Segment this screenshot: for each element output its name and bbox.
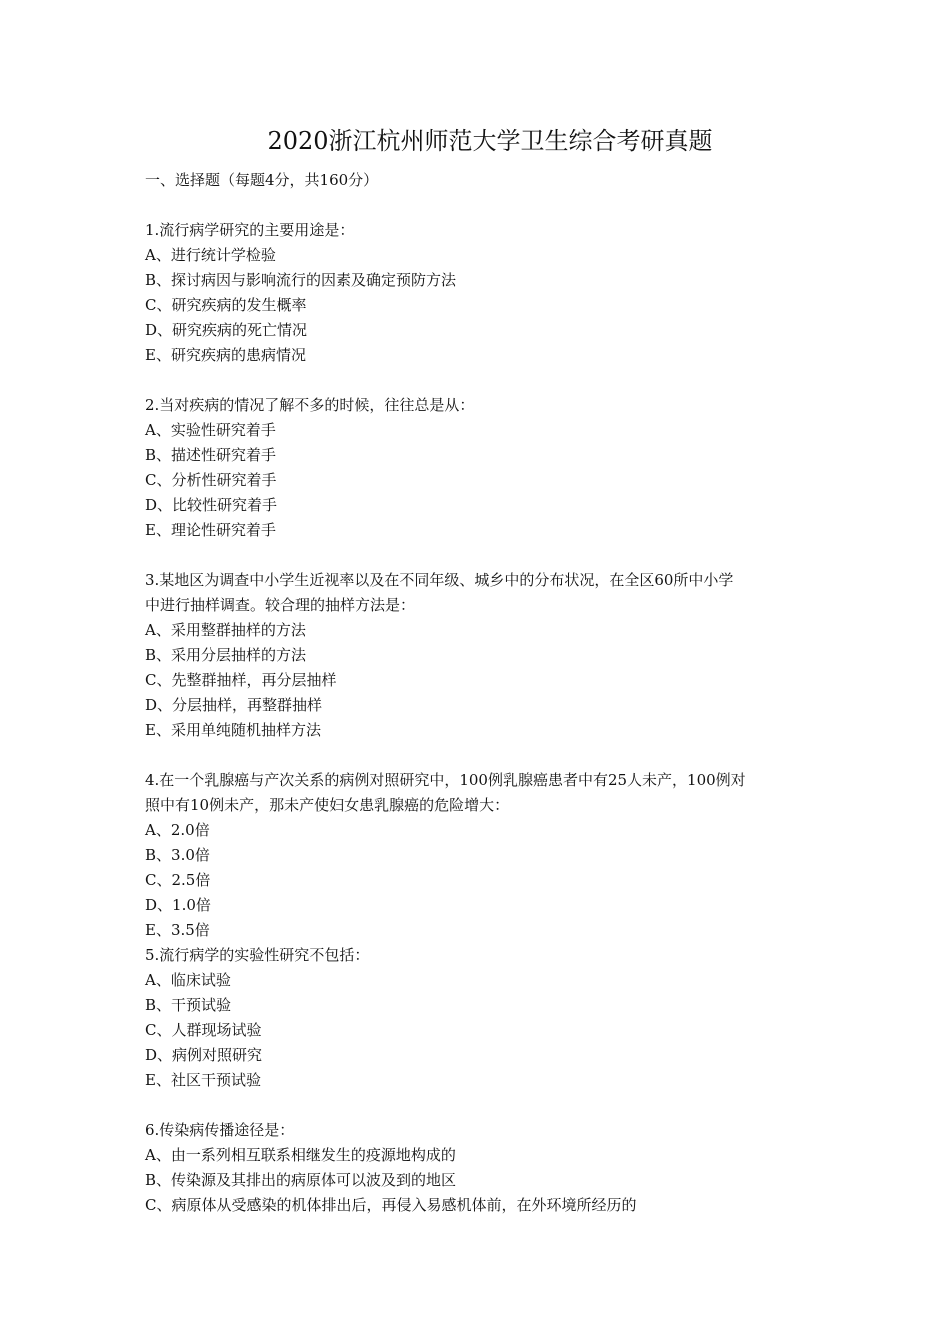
question-stem-line-2: 中进行抽样调查。较合理的抽样方法是：	[145, 596, 416, 614]
option-d: D、1.0倍	[145, 896, 211, 914]
question-2	[145, 393, 815, 543]
option-a: A、由一系列相互联系相继发生的疫源地构成的	[145, 1146, 456, 1164]
option-e: E、研究疾病的患病情况	[145, 346, 306, 364]
option-c: C、人群现场试验	[145, 1021, 262, 1039]
option-b: B、3.0倍	[145, 846, 210, 864]
option-c: C、2.5倍	[145, 871, 211, 889]
question-stem: 5.流行病学的实验性研究不包括：	[145, 946, 370, 964]
question-6	[145, 1118, 815, 1218]
option-a: A、进行统计学检验	[145, 246, 276, 264]
question-stem-line-2: 照中有10例未产，那未产使妇女患乳腺癌的危险增大：	[145, 796, 510, 814]
question-stem: 2.当对疾病的情况了解不多的时候，往往总是从：	[145, 396, 475, 414]
spacer	[145, 743, 815, 768]
option-b: B、描述性研究着手	[145, 446, 277, 464]
option-a: A、采用整群抽样的方法	[145, 621, 306, 639]
option-e: E、3.5倍	[145, 921, 210, 939]
option-c: C、病原体从受感染的机体排出后，再侵入易感机体前，在外环境所经历的	[145, 1196, 637, 1214]
spacer	[145, 368, 815, 393]
option-b: B、传染源及其排出的病原体可以波及到的地区	[145, 1171, 457, 1189]
option-e: E、理论性研究着手	[145, 521, 276, 539]
question-stem-line-1: 4.在一个乳腺癌与产次关系的病例对照研究中，100例乳腺癌患者中有25人未产，100例对	[145, 771, 746, 789]
option-e: E、社区干预试验	[145, 1071, 261, 1089]
option-b: B、采用分层抽样的方法	[145, 646, 307, 664]
option-c: C、先整群抽样，再分层抽样	[145, 671, 337, 689]
option-b: B、干预试验	[145, 996, 232, 1014]
spacer	[145, 1093, 815, 1118]
question-3	[145, 568, 815, 743]
question-stem: 6.传染病传播途径是：	[145, 1121, 295, 1139]
option-e: E、采用单纯随机抽样方法	[145, 721, 321, 739]
spacer	[145, 543, 815, 568]
document-title: 2020浙江杭州师范大学卫生综合考研真题	[267, 127, 713, 155]
option-c: C、研究疾病的发生概率	[145, 296, 307, 314]
question-1	[145, 218, 815, 368]
option-d: D、分层抽样，再整群抽样	[145, 696, 323, 714]
option-d: D、研究疾病的死亡情况	[145, 321, 308, 339]
option-a: A、2.0倍	[145, 821, 210, 839]
section-title: 一、选择题（每题4分，共160分）	[145, 171, 379, 189]
option-a: A、临床试验	[145, 971, 231, 989]
question-5	[145, 943, 815, 1093]
option-c: C、分析性研究着手	[145, 471, 277, 489]
option-d: D、比较性研究着手	[145, 496, 278, 514]
option-b: B、探讨病因与影响流行的因素及确定预防方法	[145, 271, 457, 289]
option-d: D、病例对照研究	[145, 1046, 263, 1064]
document-page	[145, 124, 815, 1218]
question-4	[145, 768, 815, 943]
question-stem-line-1: 3.某地区为调查中小学生近视率以及在不同年级、城乡中的分布状况，在全区60所中小学	[145, 571, 734, 589]
question-stem: 1.流行病学研究的主要用途是：	[145, 221, 355, 239]
spacer	[145, 193, 815, 218]
option-a: A、实验性研究着手	[145, 421, 276, 439]
